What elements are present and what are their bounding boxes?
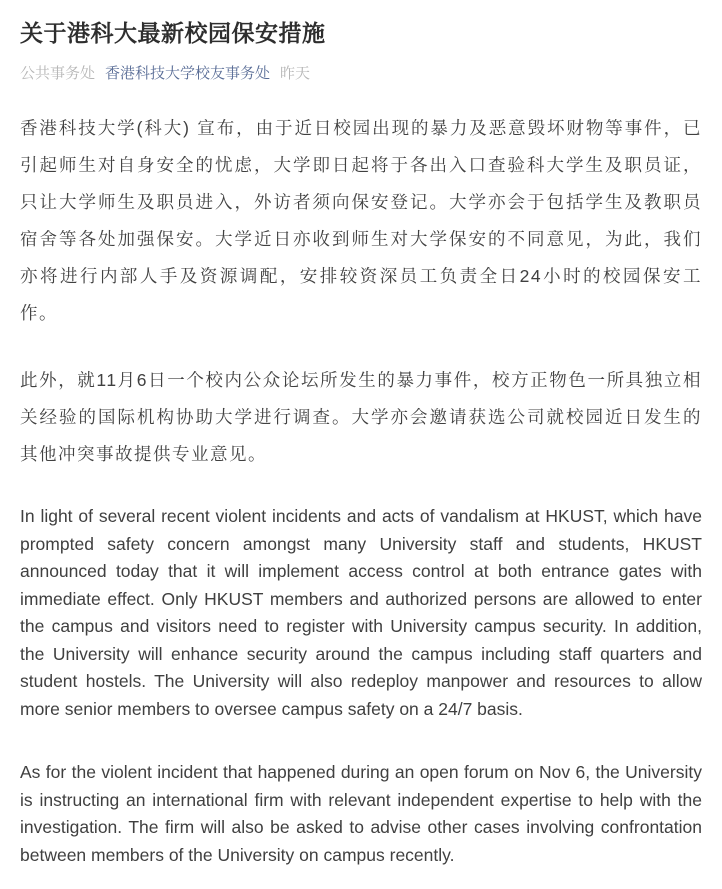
- account-link[interactable]: 香港科技大学校友事务处: [105, 65, 271, 82]
- paragraph-en-2: As for the violent incident that happened during an open forum on Nov 6, the University is instructing an international firm with relevant independent expertise to help with the investigation. The firm will also be asked to advise other cases involving confrontation between members of the University on campus recently.: [20, 762, 702, 865]
- article-meta: [20, 64, 702, 84]
- author-name: 公共事务处: [20, 65, 96, 82]
- paragraph-zh-1: 香港科技大学(科大) 宣布，由于近日校园出现的暴力及恶意毁坏财物等事件，已引起师生对自身安全的忧虑，大学即日起将于各出入口查验科大学生及职员证，只让大学师生及职员进入，外访者须向保安登记。大学亦会于包括学生及教职员宿舍等各处加强保安。大学近日亦收到师生对大学保安的不同意见，为此，我们亦将进行内部人手及资源调配，安排较资深员工负责全日24小时的校园保安工作。: [20, 118, 702, 323]
- paragraph-en-1: In light of several recent violent incidents and acts of vandalism at HKUST, which have prompted safety concern amongst many University staff and students, HKUST announced today that it will implement access control at both entrance gates with immediate effect. Only HKUST members and authorized persons are allowed to enter the campus and visitors need to register with University campus security. In addition, the University will enhance security around the campus including staff quarters and student hostels. The University will also redeploy manpower and resources to allow more senior members to oversee campus safety on a 24/7 basis.: [20, 506, 702, 719]
- paragraph-zh-2: 此外，就11月6日一个校内公众论坛所发生的暴力事件，校方正物色一所具独立相关经验的国际机构协助大学进行调查。大学亦会邀请获选公司就校园近日发生的其他冲突事故提供专业意见。: [20, 370, 702, 464]
- article-title: 关于港科大最新校园保安措施: [20, 20, 326, 46]
- publish-date: 昨天: [280, 65, 311, 82]
